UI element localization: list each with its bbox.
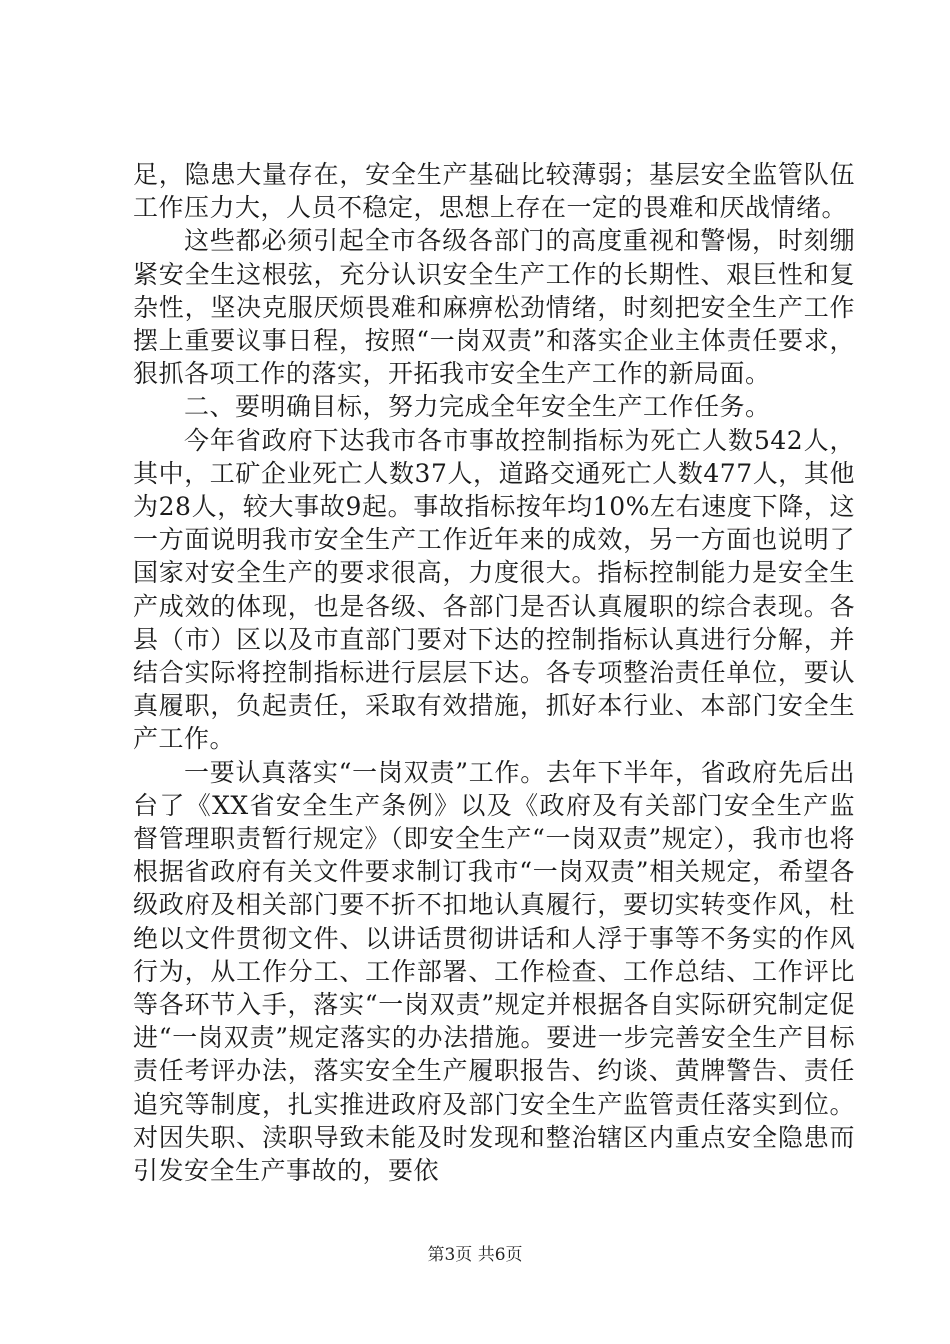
- paragraph-4: 一要认真落实“一岗双责”工作。去年下半年，省政府先后出台了《XX省安全生产条例》以及《政府及有关部门安全生产监督管理职责暂行规定》（即安全生产“一岗双责”规定），我市也将根据省政府有关文件要求制订我市“一岗双责”相关规定，希望各级政府及相关部门要不折不扣地认真履行，要切实转变作风，杜绝以文件贯彻文件、以讲话贯彻讲话和人浮于事等不务实的作风行为，从工作分工、工作部署、工作检查、工作总结、工作评比等各环节入手，落实“一岗双责”规定并根据各自实际研究制定促进“一岗双责”规定落实的办法措施。要进一步完善安全生产目标责任考评办法，落实安全生产履职报告、约谈、黄牌警告、责任追究等制度，扎实推进政府及部门安全生产监管责任落实到位。对因失职、渎职导致未能及时发现和整治辖区内重点安全隐患而引发安全生产事故的，要依: [133, 757, 855, 1186]
- section-heading: 二、要明确目标，努力完成全年安全生产工作任务。: [184, 392, 771, 422]
- page-number-footer: 第3页 共6页: [427, 1245, 523, 1265]
- paragraph-1: 足，隐患大量存在，安全生产基础比较薄弱；基层安全监管队伍工作压力大，人员不稳定，思想上存在一定的畏难和厌战情绪。: [133, 160, 855, 223]
- paragraph-3: 今年省政府下达我市各市事故控制指标为死亡人数542人，其中，工矿企业死亡人数37人，道路交通死亡人数477人，其他为28人，较大事故9起。事故指标按年均10%左右速度下降，这一方面说明我市安全生产工作近年来的成效，另一方面也说明了国家对安全生产的要求很高，力度很大。指标控制能力是安全生产成效的体现，也是各级、各部门是否认真履职的综合表现。各县（市）区以及市直部门要对下达的控制指标认真进行分解，并结合实际将控制指标进行层层下达。各专项整治责任单位，要认真履职，负起责任，采取有效措施，抓好本行业、本部门安全生产工作。: [133, 425, 855, 754]
- paragraph-2: 这些都必须引起全市各级各部门的高度重视和警惕，时刻绷紧安全生这根弦，充分认识安全生产工作的长期性、艰巨性和复杂性，坚决克服厌烦畏难和麻痹松劲情绪，时刻把安全生产工作摆上重要议事日程，按照“一岗双责”和落实企业主体责任要求，狠抓各项工作的落实，开拓我市安全生产工作的新局面。: [133, 226, 855, 389]
- document-body: [133, 158, 855, 1187]
